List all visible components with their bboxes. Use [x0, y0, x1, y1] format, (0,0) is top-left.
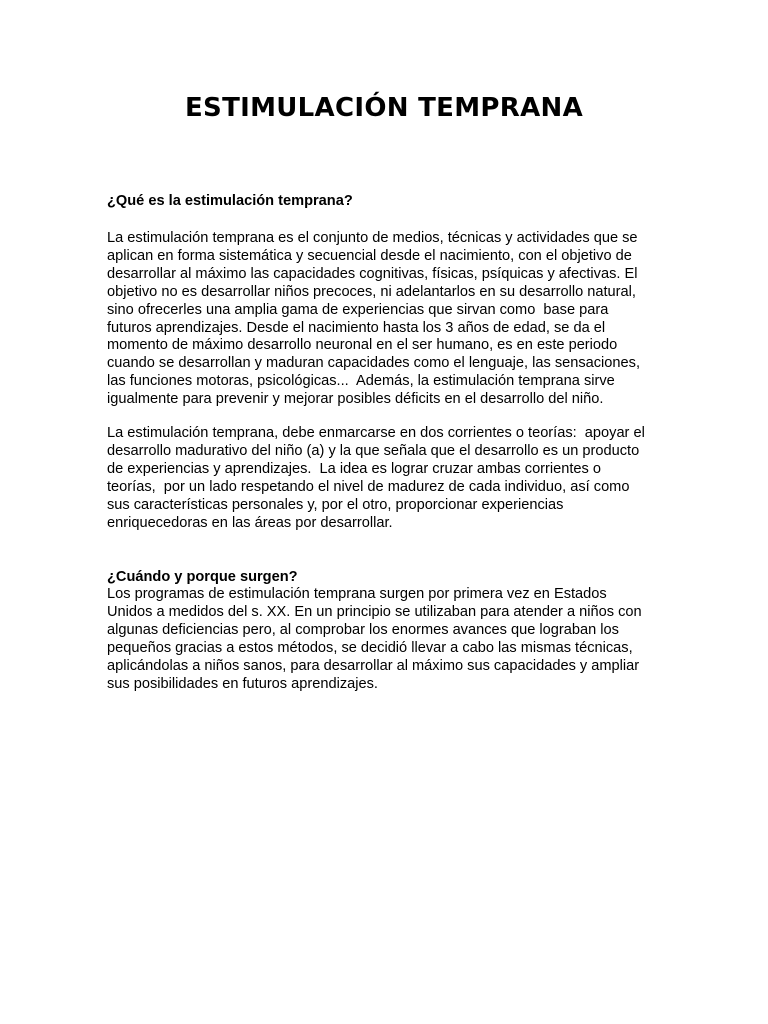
paragraph-definition: [107, 230, 667, 409]
document-title: ESTIMULACIÓN TEMPRANA: [185, 93, 583, 123]
paragraph-line: algunas deficiencias pero, al comprobar los enormes avances que lograban los: [107, 621, 619, 638]
paragraph-line: momento de máximo desarrollo neuronal en el ser humano, es en este periodo: [107, 337, 618, 354]
paragraph-line: pequeños gracias a estos métodos, se decidió llevar a cabo las mismas técnicas,: [107, 639, 633, 656]
paragraph-line: de experiencias y aprendizajes. La idea es lograr cruzar ambas corrientes o: [107, 460, 602, 477]
paragraph-line: desarrollo madurativo del niño (a) y la que señala que el desarrollo es un producto: [107, 442, 640, 459]
section-when: [107, 569, 667, 587]
paragraph-line: La estimulación temprana, debe enmarcarse en dos corrientes o teorías: apoyar el: [107, 425, 645, 441]
paragraph-line: cuando se desarrollan y maduran capacidades como el lenguaje, las sensaciones,: [107, 355, 640, 372]
section-what-is: [107, 193, 667, 211]
section-heading-when: ¿Cuándo y porque surgen?: [107, 569, 298, 585]
paragraph-line: objetivo no es desarrollar niños precoces, ni adelantarlos en su desarrollo natural,: [107, 283, 636, 300]
paragraph-theories: [107, 425, 667, 532]
section-heading-what-is: ¿Qué es la estimulación temprana?: [107, 193, 353, 209]
paragraph-line: sus características personales y, por el otro, proporcionar experiencias: [107, 496, 564, 513]
paragraph-line: las funciones motoras, psicológicas... Además, la estimulación temprana sirve: [107, 373, 615, 390]
paragraph-line: igualmente para prevenir y mejorar posibles déficits en el desarrollo del niño.: [107, 391, 604, 408]
paragraph-line: futuros aprendizajes. Desde el nacimiento hasta los 3 años de edad, se da el: [107, 319, 606, 336]
paragraph-origins: [107, 586, 667, 693]
paragraph-line: desarrollar al máximo las capacidades cognitivas, físicas, psíquicas y afectivas. El: [107, 265, 638, 282]
paragraph-line: Los programas de estimulación temprana surgen por primera vez en Estados: [107, 586, 607, 602]
paragraph-line: aplican en forma sistemática y secuencial desde el nacimiento, con el objetivo de: [107, 247, 632, 264]
paragraph-line: aplicándolas a niños sanos, para desarrollar al máximo sus capacidades y ampliar: [107, 657, 640, 674]
paragraph-line: Unidos a medidos del s. XX. En un principio se utilizaban para atender a niños con: [107, 603, 642, 620]
paragraph-line: La estimulación temprana es el conjunto de medios, técnicas y actividades que se: [107, 230, 638, 246]
paragraph-line: sus posibilidades en futuros aprendizajes.: [107, 675, 378, 692]
paragraph-line: sino ofrecerles una amplia gama de experiencias que sirvan como base para: [107, 301, 609, 318]
paragraph-line: enriquecedoras en las áreas por desarrollar.: [107, 514, 393, 531]
paragraph-line: teorías, por un lado respetando el nivel de madurez de cada individuo, así como: [107, 478, 630, 495]
